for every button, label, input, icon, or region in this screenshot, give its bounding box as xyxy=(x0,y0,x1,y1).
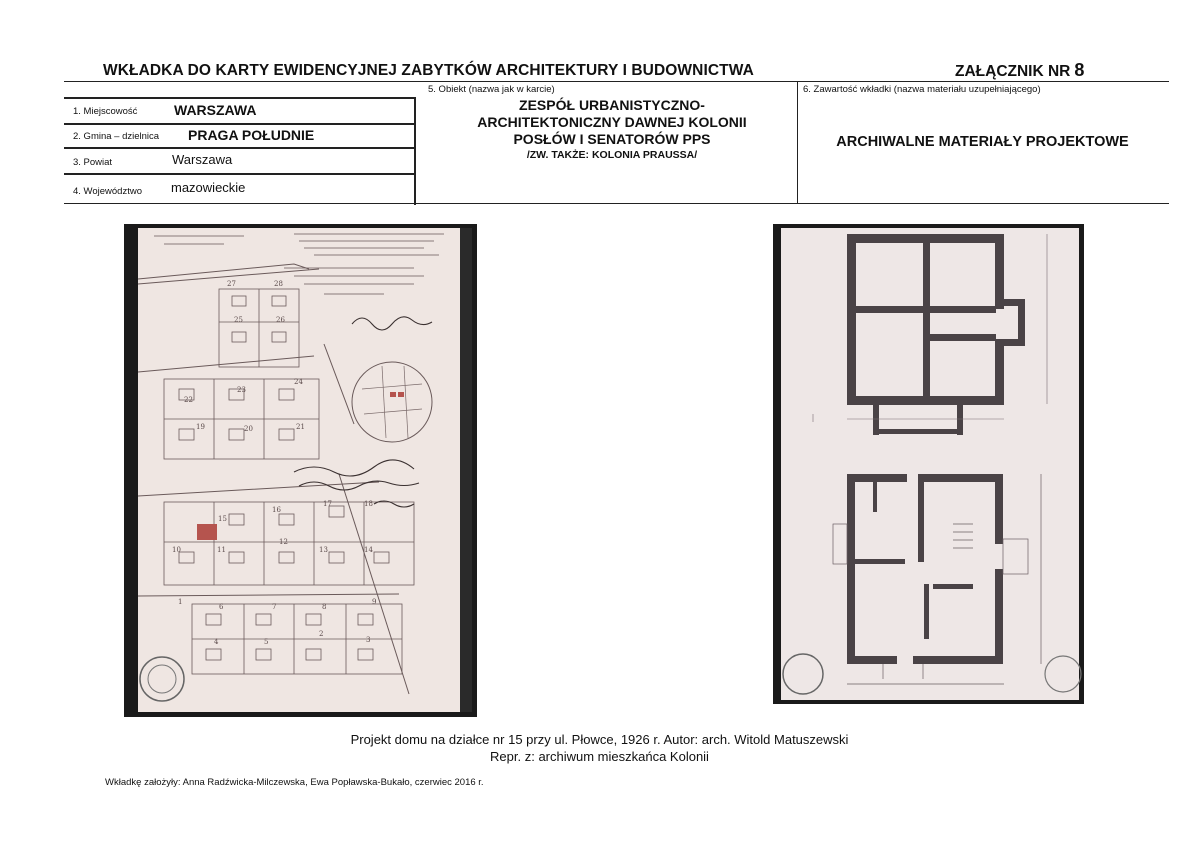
field-label-wojewodztwo: 4. Województwo xyxy=(73,186,142,197)
field-label-gmina: 2. Gmina – dzielnica xyxy=(73,131,160,142)
lot-number: 17 xyxy=(323,500,332,508)
lot-number: 12 xyxy=(279,538,288,546)
lot-number: 6 xyxy=(219,603,224,611)
field-value-wojewodztwo: mazowieckie xyxy=(171,180,246,195)
lot-number: 18 xyxy=(364,500,373,508)
lot-number: 13 xyxy=(319,546,328,554)
lot-number: 2 xyxy=(319,630,324,638)
fields-divider-1 xyxy=(64,123,415,125)
lot-number: 15 xyxy=(218,515,227,523)
lot-number: 4 xyxy=(214,638,219,646)
lot-number: 23 xyxy=(237,386,246,394)
fields-box-right xyxy=(414,97,416,205)
fields-box-bottom xyxy=(64,203,1169,204)
lot-number: 3 xyxy=(366,636,371,644)
lot-number: 19 xyxy=(196,423,205,431)
floor-plan-reproduction xyxy=(773,224,1084,704)
field-value-powiat: Warszawa xyxy=(172,152,233,167)
site-plan-reproduction xyxy=(124,224,477,717)
lot-number: 27 xyxy=(227,280,236,288)
lot-number: 8 xyxy=(322,603,327,611)
authors-footer: Wkładkę założyły: Anna Radźwicka-Milczewska, Ewa Popławska-Bukało, czerwiec 2016 r. xyxy=(105,777,484,788)
field-value-gmina: PRAGA POŁUDNIE xyxy=(188,127,315,143)
lot-number: 25 xyxy=(234,316,243,324)
document-title: WKŁADKA DO KARTY EWIDENCYJNEJ ZABYTKÓW ARCHITEKTURY I BUDOWNICTWA xyxy=(103,62,754,79)
lot-number: 10 xyxy=(172,546,181,554)
caption-line-2: Repr. z: archiwum mieszkańca Kolonii xyxy=(490,749,709,764)
annex-number: 8 xyxy=(1074,60,1085,80)
fields-divider-2 xyxy=(64,147,415,149)
lot-number: 1 xyxy=(178,598,183,606)
contents-value: ARCHIWALNE MATERIAŁY PROJEKTOWE xyxy=(836,134,1129,150)
lot-number: 16 xyxy=(272,506,281,514)
object-line-3: POSŁÓW I SENATORÓW PPS xyxy=(513,131,711,147)
field-label-miejscowosc: 1. Miejscowość xyxy=(73,106,138,117)
site-plan-drawing xyxy=(124,224,477,717)
annex-label-text: ZAŁĄCZNIK NR xyxy=(955,63,1071,80)
lot-number: 22 xyxy=(184,396,193,404)
lot-number: 5 xyxy=(264,638,269,646)
lot-number: 28 xyxy=(274,280,283,288)
object-line-4: /ZW. TAKŻE: KOLONIA PRAUSSA/ xyxy=(526,149,698,161)
object-column-divider xyxy=(797,82,798,203)
contents-label: 6. Zawartość wkładki (nazwa materiału uzupełniającego) xyxy=(803,84,1041,95)
object-label: 5. Obiekt (nazwa jak w karcie) xyxy=(428,84,555,95)
object-name xyxy=(428,97,796,162)
fields-box-top xyxy=(64,97,415,99)
annex-label xyxy=(955,60,1084,81)
lot-number: 14 xyxy=(364,546,373,554)
lot-number: 7 xyxy=(272,603,277,611)
floor-plan-drawing xyxy=(773,224,1084,704)
fields-divider-3 xyxy=(64,173,415,175)
caption-line-1: Projekt domu na działce nr 15 przy ul. Płowce, 1926 r. Autor: arch. Witold Matuszewski xyxy=(350,732,849,747)
lot-number: 24 xyxy=(294,378,303,386)
lot-number: 20 xyxy=(244,425,253,433)
header-rule xyxy=(64,81,1169,82)
object-line-2: ARCHITEKTONICZNY DAWNEJ KOLONII xyxy=(477,114,747,130)
lot-number: 11 xyxy=(217,546,226,554)
lot-number: 21 xyxy=(296,423,305,431)
field-label-powiat: 3. Powiat xyxy=(73,157,113,168)
field-value-miejscowosc: WARSZAWA xyxy=(174,102,257,118)
lot-number: 26 xyxy=(276,316,285,324)
object-line-1: ZESPÓŁ URBANISTYCZNO- xyxy=(519,97,705,113)
lot-number: 9 xyxy=(372,598,377,606)
